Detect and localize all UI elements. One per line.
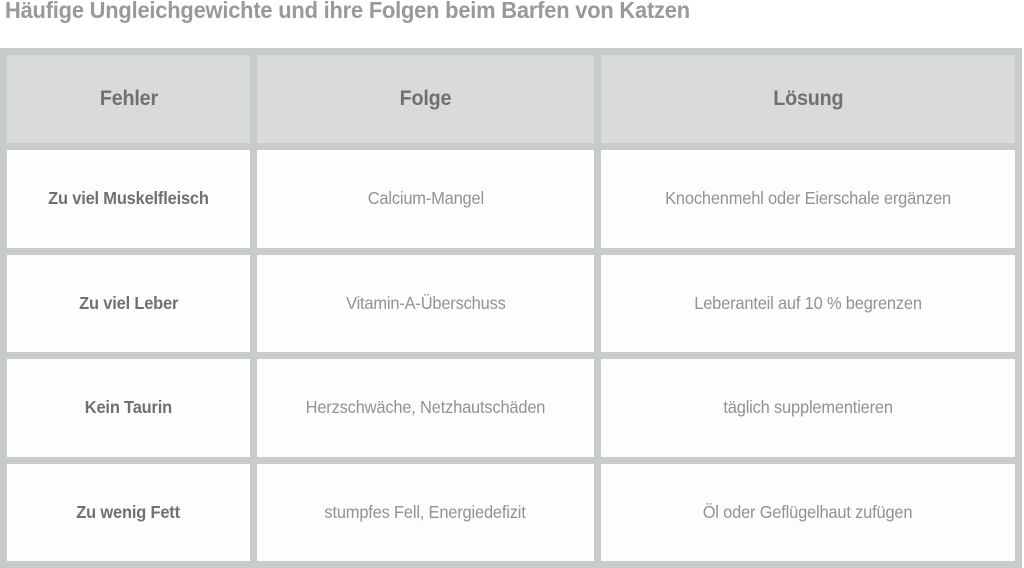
imbalances-table: [0, 48, 1022, 568]
cell-text: Kein Taurin: [84, 397, 173, 418]
table-cell-row4-folge: [257, 464, 594, 562]
page-title: [5, 0, 726, 24]
table-cell-row2-loesung: [601, 255, 1015, 353]
table-cell-row4-loesung: [601, 464, 1015, 562]
header-cell-text: Folge: [399, 87, 452, 110]
table-cell-row2-fehler: [7, 255, 250, 353]
cell-text: Knochenmehl oder Eierschale ergänzen: [665, 188, 951, 209]
header-cell-loesung: [601, 55, 1015, 143]
cell-text: stumpfes Fell, Energiedefizit: [324, 501, 527, 522]
table-cell-row3-loesung: [601, 359, 1015, 457]
cell-text: Herzschwäche, Netzhautschäden: [305, 397, 546, 418]
header-cell-text: Lösung: [772, 87, 844, 110]
table-cell-row3-folge: [257, 359, 594, 457]
table-cell-row1-fehler: [7, 150, 250, 248]
cell-text: täglich supplementieren: [723, 397, 893, 418]
page-title-text: Häufige Ungleichgewichte und ihre Folgen beim Barfen von Katzen: [5, 0, 690, 23]
cell-text: Öl oder Geflügelhaut zufügen: [703, 501, 913, 522]
table-cell-row4-fehler: [7, 464, 250, 562]
table-cell-row1-loesung: [601, 150, 1015, 248]
cell-text: Zu wenig Fett: [76, 501, 181, 522]
table-cell-row2-folge: [257, 255, 594, 353]
cell-text: Vitamin-A-Überschuss: [345, 292, 506, 313]
header-cell-fehler: [7, 55, 250, 143]
header-cell-folge: [257, 55, 594, 143]
cell-text: Zu viel Leber: [78, 292, 179, 313]
cell-text: Zu viel Muskelfleisch: [48, 188, 209, 209]
header-cell-text: Fehler: [99, 87, 158, 110]
cell-text: Calcium-Mangel: [367, 188, 484, 209]
table-cell-row3-fehler: [7, 359, 250, 457]
table-cell-row1-folge: [257, 150, 594, 248]
cell-text: Leberanteil auf 10 % begrenzen: [694, 292, 922, 313]
